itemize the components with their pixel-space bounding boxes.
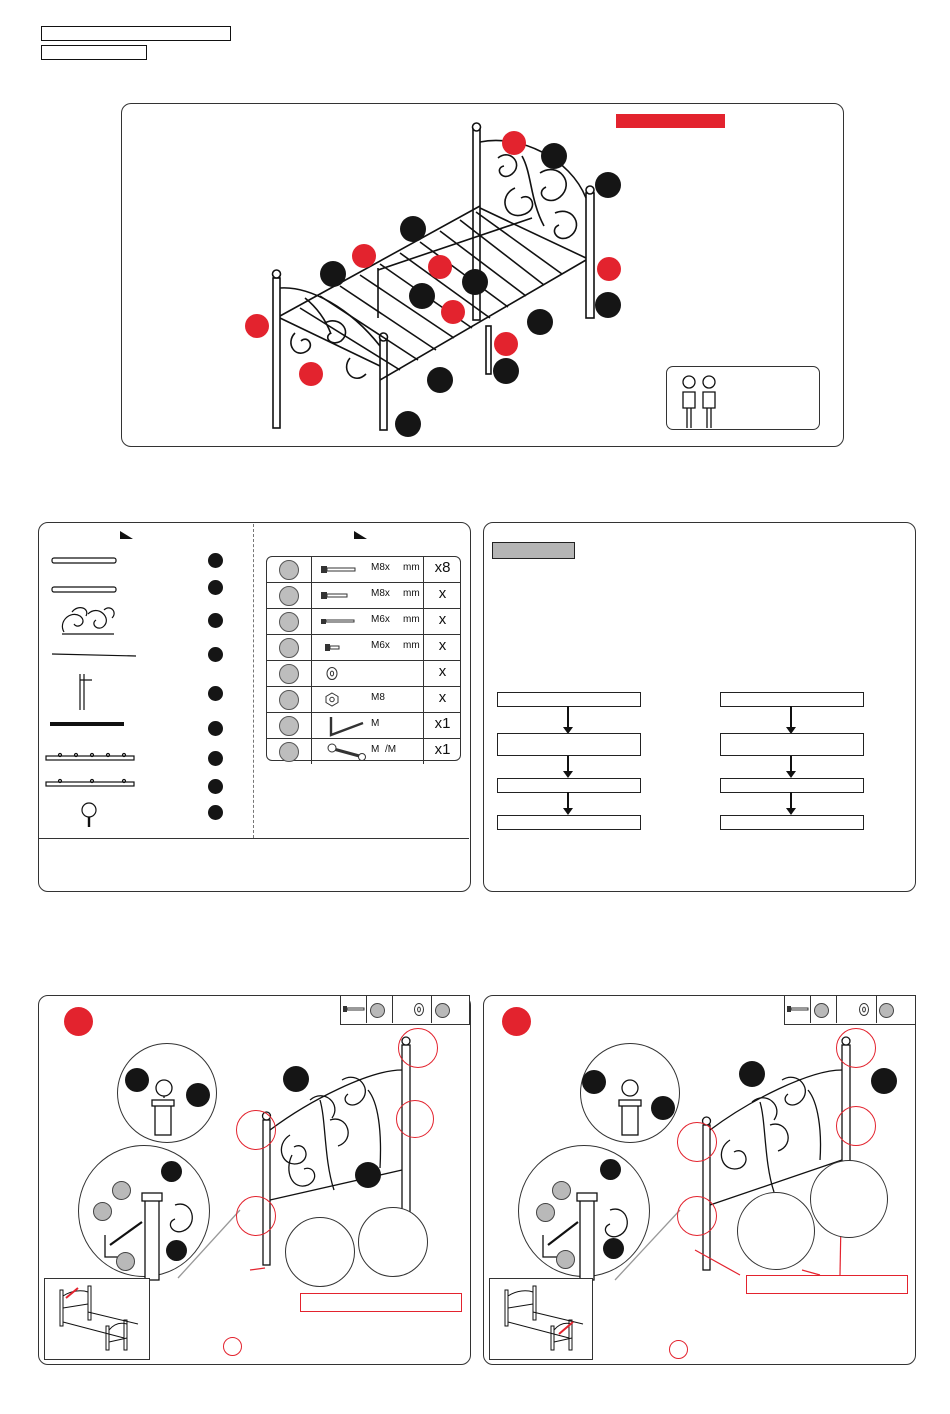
part-marker-black	[400, 216, 426, 242]
long-bolt-icon	[343, 1006, 365, 1012]
hardware-letter-circle	[279, 586, 299, 606]
hardware-row	[267, 635, 460, 661]
part-marker-red	[352, 244, 376, 268]
hardware-qty: x	[438, 663, 447, 680]
hardware-letter-circle	[279, 716, 299, 736]
detail-zoom-circle	[810, 1160, 888, 1238]
instructions-panel	[483, 522, 916, 892]
part-marker-black	[462, 269, 488, 295]
two-person-icon	[678, 374, 726, 430]
part-marker-black	[527, 309, 553, 335]
hardware-letter-circle	[279, 612, 299, 632]
red-detail-circle	[836, 1028, 876, 1068]
flow-step-box	[720, 778, 864, 793]
detail-zoom-circle	[358, 1207, 428, 1277]
hardware-qty: x	[438, 637, 447, 654]
part-marker-black	[600, 1159, 621, 1180]
hardware-table	[266, 556, 461, 761]
hardware-row	[267, 557, 460, 583]
part-marker-black	[595, 172, 621, 198]
part-number-marker	[208, 613, 223, 628]
nut-icon	[325, 692, 339, 707]
hardware-spec-unit: /M	[385, 744, 397, 755]
hardware-qty: x	[438, 611, 447, 628]
part-marker-black	[739, 1061, 765, 1087]
hardware-row	[267, 713, 460, 739]
part-marker-black	[603, 1238, 624, 1259]
part-marker-red	[245, 314, 269, 338]
thin-bolt-icon	[321, 617, 357, 626]
part-marker-red	[502, 131, 526, 155]
hardware-letter-circle	[556, 1250, 575, 1269]
part-marker-black	[427, 367, 453, 393]
flow-step-box	[720, 733, 864, 756]
part-marker-black	[582, 1070, 606, 1094]
manual-title-box	[41, 26, 231, 41]
part-marker-black	[493, 358, 519, 384]
part-marker-red	[441, 300, 465, 324]
hardware-qty: x	[438, 585, 447, 602]
washer-icon	[413, 1002, 425, 1017]
hardware-row	[267, 583, 460, 609]
part-marker-black	[395, 411, 421, 437]
part-marker-red	[428, 255, 452, 279]
hardware-qty: x8	[434, 559, 451, 576]
hardware-row	[267, 609, 460, 635]
hardware-letter-circle	[93, 1202, 112, 1221]
part-marker-black	[871, 1068, 897, 1094]
part-marker-black	[595, 292, 621, 318]
red-detail-circle	[836, 1106, 876, 1146]
hardware-spec-prefix: M	[371, 744, 380, 755]
wrench-icon	[327, 742, 367, 762]
part-marker-black	[651, 1096, 675, 1120]
flow-arrow	[790, 756, 792, 772]
detail-zoom-circle	[737, 1192, 815, 1270]
flow-arrow	[567, 706, 569, 728]
step-page-circle	[669, 1340, 688, 1359]
hardware-row	[267, 687, 460, 713]
hardware-header-flag	[353, 530, 369, 540]
hardware-row	[267, 739, 460, 764]
hardware-letter-circle	[279, 560, 299, 580]
hardware-letter-circle	[279, 638, 299, 658]
hardware-row	[267, 661, 460, 687]
part-marker-red	[597, 257, 621, 281]
flow-step-box	[497, 815, 641, 830]
short-bolt-icon	[325, 643, 341, 652]
flow-step-box	[497, 692, 641, 707]
hardware-letter-circle	[112, 1181, 131, 1200]
part-number-marker	[208, 686, 223, 701]
thumbnail-bed-drawing	[48, 1282, 144, 1354]
hardware-qty: x1	[434, 715, 451, 732]
hardware-spec-unit: mm	[403, 562, 420, 573]
hardware-spec-prefix: M6x	[371, 614, 390, 625]
hardware-letter-circle	[279, 742, 299, 762]
part-number-marker	[208, 779, 223, 794]
red-detail-circle	[396, 1100, 434, 1138]
part-marker-black	[355, 1162, 381, 1188]
flow-arrow	[790, 706, 792, 728]
part-number-marker	[208, 553, 223, 568]
washer-icon	[325, 666, 339, 681]
hardware-spec-prefix: M6x	[371, 640, 390, 651]
hardware-letter-circle	[116, 1252, 135, 1271]
hardware-letter-circle	[435, 1003, 450, 1018]
flow-arrow	[790, 792, 792, 809]
long-bolt-icon	[787, 1006, 809, 1012]
hardware-spec-unit: mm	[403, 614, 420, 625]
step-red-note-box	[746, 1275, 908, 1294]
flow-arrow	[567, 792, 569, 809]
part-marker-black	[409, 283, 435, 309]
part-marker-black	[320, 261, 346, 287]
hardware-spec-unit: mm	[403, 640, 420, 651]
step-red-note-box	[300, 1293, 462, 1312]
part-marker-black	[283, 1066, 309, 1092]
part-number-marker	[208, 647, 223, 662]
hardware-letter-circle	[814, 1003, 829, 1018]
hardware-letter-circle	[552, 1181, 571, 1200]
instructions-header-label	[492, 542, 575, 559]
flow-arrow	[567, 756, 569, 772]
long-bolt-icon	[321, 565, 357, 574]
allen-key-icon	[327, 715, 367, 737]
part-marker-red	[494, 332, 518, 356]
hardware-qty: x	[438, 689, 447, 706]
flow-step-box	[720, 815, 864, 830]
part-number-marker	[208, 721, 223, 736]
flow-step-box	[720, 692, 864, 707]
part-number-marker	[208, 580, 223, 595]
red-detail-circle	[236, 1110, 276, 1150]
thumbnail-bed-drawing	[493, 1282, 587, 1354]
part-marker-black	[541, 143, 567, 169]
parts-divider-vertical	[253, 524, 254, 838]
part-number-marker	[208, 805, 223, 820]
step-page-circle	[223, 1337, 242, 1356]
hardware-letter-circle	[879, 1003, 894, 1018]
hardware-spec-prefix: M8	[371, 692, 385, 703]
red-detail-circle	[236, 1196, 276, 1236]
hardware-spec-unit: mm	[403, 588, 420, 599]
hardware-letter-circle	[370, 1003, 385, 1018]
hardware-spec-prefix: M8x	[371, 562, 390, 573]
parts-header-flag	[119, 530, 135, 540]
part-marker-black	[161, 1161, 182, 1182]
part-marker-black	[166, 1240, 187, 1261]
part-marker-red	[299, 362, 323, 386]
washer-icon	[858, 1002, 870, 1017]
red-detail-circle	[398, 1028, 438, 1068]
flow-step-box	[497, 733, 641, 756]
hardware-letter-circle	[279, 664, 299, 684]
part-marker-black	[125, 1068, 149, 1092]
red-detail-circle	[677, 1122, 717, 1162]
manual-subtitle-box	[41, 45, 147, 60]
parts-drawings	[44, 550, 144, 830]
hardware-qty: x1	[434, 741, 451, 758]
detail-zoom-circle	[285, 1217, 355, 1287]
hardware-spec-prefix: M	[371, 718, 380, 729]
flow-step-box	[497, 778, 641, 793]
part-number-marker	[208, 751, 223, 766]
red-detail-circle	[677, 1196, 717, 1236]
hardware-letter-circle	[536, 1203, 555, 1222]
parts-divider-horizontal	[38, 838, 469, 839]
part-marker-black	[186, 1083, 210, 1107]
medium-bolt-icon	[321, 591, 351, 600]
hardware-spec-prefix: M8x	[371, 588, 390, 599]
hardware-letter-circle	[279, 690, 299, 710]
